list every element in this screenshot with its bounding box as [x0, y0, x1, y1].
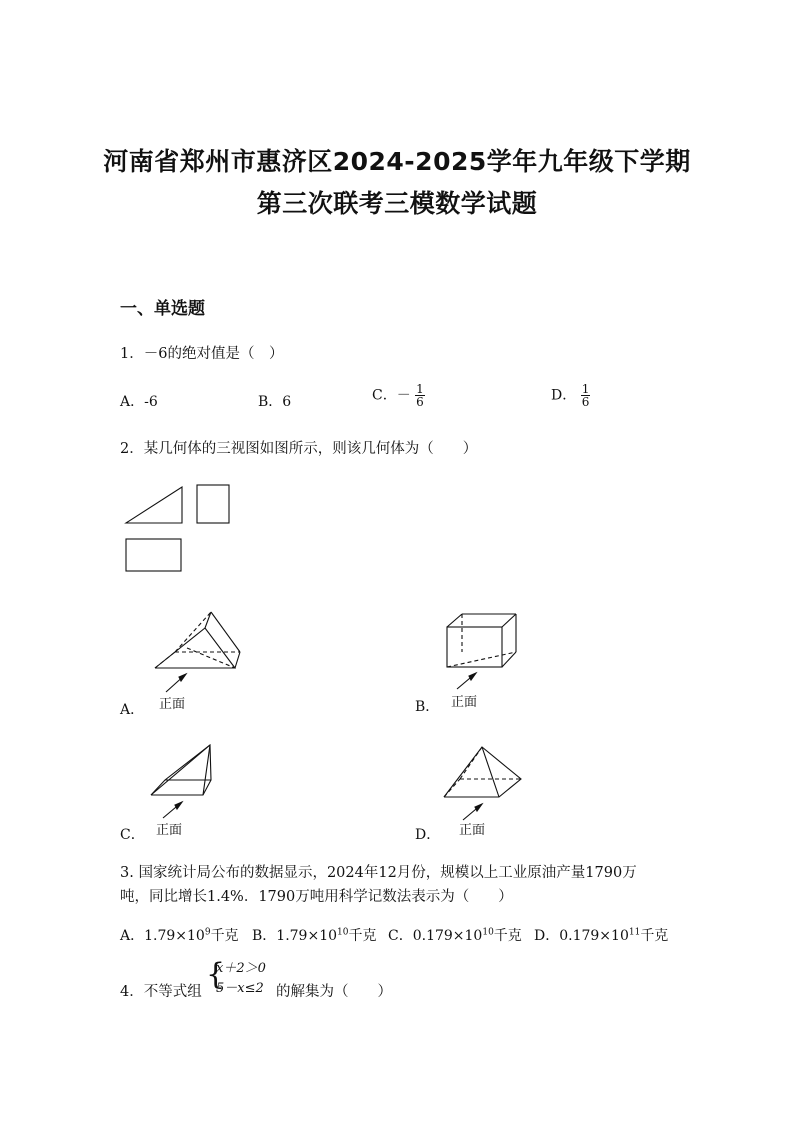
q4-inequality-1: x＋2＞0 [216, 961, 266, 976]
q2-stem: 2．某几何体的三视图如图所示，则该几何体为（ ） [120, 441, 478, 457]
q1-option-c-prefix: C．－ [372, 387, 411, 404]
page-title-line2: 第三次联考三模数学试题 [256, 189, 538, 218]
q3-stem-line2: 吨，同比增长1.4%．1790万吨用科学记数法表示为（ ） [120, 889, 513, 905]
q1-stem: 1．－6的绝对值是（ ） [120, 346, 284, 362]
q3-option-d[interactable] [534, 925, 668, 945]
q2-option-d[interactable]: D． [415, 827, 441, 843]
q3-option-c[interactable] [388, 925, 522, 945]
q3-stem-line1: 3. 国家统计局公布的数据显示，2024年12月份，规模以上工业原油产量1790万 [120, 865, 637, 881]
q3-b-exponent: 10 [337, 927, 349, 938]
q1-option-a[interactable]: A．-6 [120, 394, 158, 410]
q2-b-front-label: 正面 [451, 695, 478, 710]
q1-c-denominator: 6 [416, 395, 424, 409]
q1-d-denominator: 6 [581, 395, 590, 409]
side-view-rectangle [197, 485, 229, 523]
q3-c-base: C．0.179×10 [388, 928, 483, 944]
three-view-drawing [126, 485, 229, 571]
q1-option-d-prefix: D． [551, 387, 577, 404]
q3-a-exponent: 9 [204, 927, 211, 938]
option-a-solid [155, 612, 240, 692]
option-d-solid [444, 747, 521, 820]
top-view-rectangle [126, 539, 181, 571]
q3-c-unit: 千克 [493, 928, 522, 944]
q4-inequality-2: 5－x≤2 [216, 981, 264, 996]
option-c-solid [151, 745, 211, 818]
q3-d-unit: 千克 [640, 928, 669, 944]
q1-option-b[interactable]: B．6 [258, 394, 292, 410]
q2-option-a[interactable]: A． [120, 702, 145, 718]
q1-c-numerator: 1 [416, 382, 424, 396]
q1-d-numerator: 1 [581, 382, 590, 396]
q3-d-base: D．0.179×10 [534, 928, 629, 944]
option-b-solid [447, 614, 516, 689]
q3-option-b[interactable] [252, 925, 376, 945]
q2-a-front-label: 正面 [159, 697, 186, 712]
q4-suffix: 的解集为（ ） [276, 984, 392, 1000]
q2-c-front-label: 正面 [156, 823, 183, 838]
q3-a-base: A．1.79×10 [120, 928, 205, 944]
q4-system-brace: { [206, 957, 226, 992]
q2-d-front-label: 正面 [459, 823, 486, 838]
page-title-line1: 河南省郑州市惠济区2024-2025学年九年级下学期 [103, 147, 691, 176]
q3-option-a[interactable] [120, 925, 239, 945]
q3-c-exponent: 10 [482, 927, 494, 938]
q3-d-exponent: 11 [628, 927, 641, 938]
front-view-triangle [126, 487, 182, 523]
q4-prefix: 4．不等式组 [120, 984, 202, 1000]
q3-b-unit: 千克 [348, 928, 377, 944]
q3-a-unit: 千克 [210, 928, 239, 944]
q2-option-c[interactable]: C． [120, 827, 145, 843]
q2-option-b[interactable]: B． [415, 699, 440, 715]
section-heading: 一、单选题 [120, 299, 205, 319]
q3-b-base: B．1.79×10 [252, 928, 338, 944]
